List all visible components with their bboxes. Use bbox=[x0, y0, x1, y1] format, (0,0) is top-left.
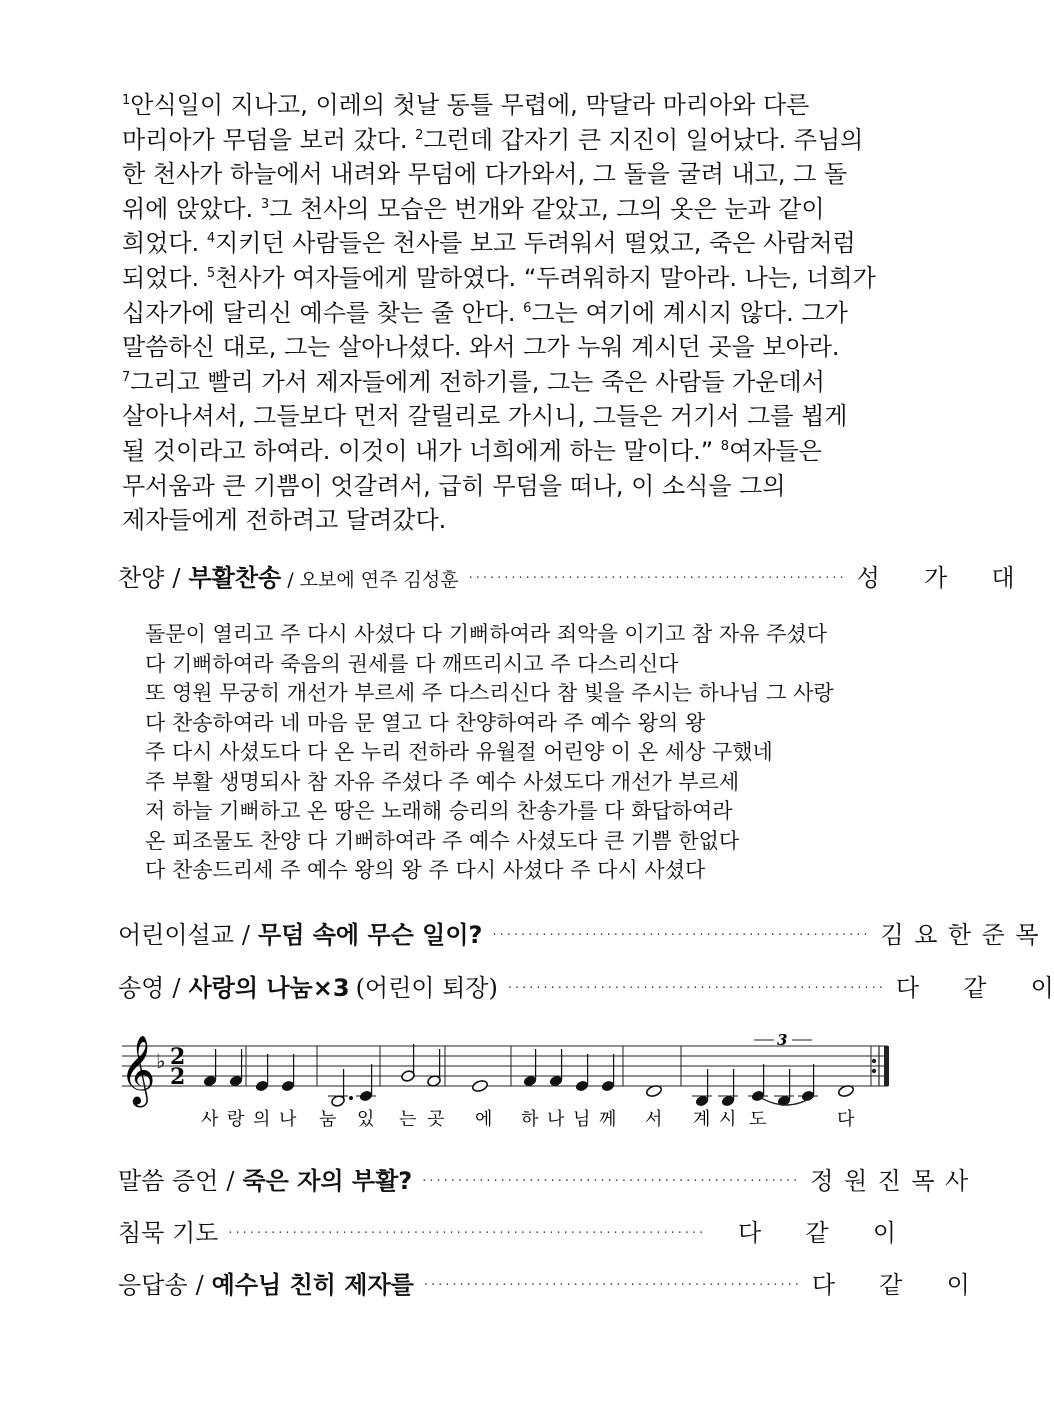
score-syllable: 곳 bbox=[427, 1109, 445, 1130]
lyric-line: 주 부활 생명되사 참 자유 주셨다 주 예수 사셨도다 개선가 부르세 bbox=[145, 769, 740, 794]
scripture-line bbox=[122, 330, 882, 365]
lyric-line: 온 피조물도 찬양 다 기뻐하여라 주 예수 사셨도다 큰 기쁨 한없다 bbox=[145, 828, 740, 853]
item-title: 사랑의 나눔×3 bbox=[188, 973, 350, 1002]
program-label bbox=[118, 558, 459, 593]
note bbox=[229, 1049, 244, 1087]
note bbox=[328, 1069, 353, 1107]
program-item-response bbox=[118, 1262, 970, 1302]
program-item-doxology bbox=[118, 965, 1054, 1005]
note bbox=[549, 1049, 564, 1087]
item-type: 말씀 증언 bbox=[118, 1166, 219, 1195]
hymn-lyrics bbox=[145, 620, 885, 886]
performer-char: 이 bbox=[1030, 973, 1054, 1002]
note bbox=[427, 1049, 442, 1087]
scripture-line bbox=[122, 365, 882, 400]
score-syllable: 님 bbox=[573, 1109, 591, 1130]
note bbox=[255, 1054, 270, 1092]
score-syllable: 다 bbox=[837, 1109, 855, 1130]
verse-text: 무서움과 큰 기쁨이 엇갈려서, 급히 무덤을 떠나, 이 소식을 그의 bbox=[122, 471, 786, 500]
score-syllable: 는 bbox=[399, 1109, 417, 1130]
scripture-passage bbox=[122, 88, 882, 538]
performer-char: 가 bbox=[924, 563, 948, 592]
leader-dots: ····················································· bbox=[492, 927, 871, 943]
item-type: 송영 bbox=[118, 973, 165, 1002]
score-syllable: 눔 bbox=[319, 1109, 337, 1130]
performer-char: 성 bbox=[856, 563, 880, 592]
note bbox=[281, 1054, 296, 1092]
item-subtitle: / 오보에 연주 김성훈 bbox=[287, 568, 459, 591]
lyric-line: 저 하늘 기뻐하고 온 땅은 노래해 승리의 찬송가를 다 화답하여라 bbox=[145, 799, 733, 823]
performer-char: 같 bbox=[805, 1218, 829, 1247]
scripture-line bbox=[122, 226, 882, 261]
item-note: (어린이 퇴장) bbox=[355, 973, 498, 1002]
lyric-line: 다 찬송하여라 네 마음 문 열고 다 찬양하여라 주 예수 왕의 왕 bbox=[145, 710, 706, 735]
performer-char: 같 bbox=[963, 973, 987, 1002]
program-label bbox=[118, 1265, 414, 1300]
verse-text: 지키던 사람들은 천사를 보고 두려워서 떨었고, 죽은 사람처럼 bbox=[215, 229, 856, 258]
performer-char: 한 bbox=[947, 920, 972, 949]
performer bbox=[857, 558, 1015, 593]
verse-text: 제자들에게 전하려고 달려갔다. bbox=[122, 506, 447, 535]
score-syllable: 서 bbox=[645, 1109, 663, 1130]
note bbox=[601, 1054, 616, 1092]
program-item-witness bbox=[118, 1158, 969, 1198]
program-label bbox=[118, 1213, 218, 1248]
verse-text: 그리고 빨리 가서 제자들에게 전하기를, 그는 죽은 사람들 가운데서 bbox=[130, 367, 825, 396]
scripture-line bbox=[122, 157, 882, 192]
time-signature-bottom: 2 bbox=[170, 1064, 186, 1090]
score-syllable: 나 bbox=[547, 1109, 565, 1130]
note bbox=[203, 1049, 218, 1087]
performer-char: 목 bbox=[1015, 920, 1039, 949]
scripture-line bbox=[122, 123, 882, 158]
program-label bbox=[118, 968, 498, 1003]
performer-char: 대 bbox=[991, 563, 1015, 592]
triplet-number: 3 bbox=[777, 1031, 788, 1049]
note bbox=[798, 1064, 818, 1102]
separator: / bbox=[241, 920, 251, 949]
scripture-line bbox=[122, 296, 882, 331]
program-item-prayer bbox=[118, 1210, 896, 1250]
performer-char: 정 bbox=[810, 1166, 834, 1195]
verse-number: 2 bbox=[415, 127, 424, 143]
score-syllable: 도 bbox=[749, 1109, 767, 1130]
leader-dots: ····················································· bbox=[468, 570, 847, 586]
lyric-line: 주 다시 사셨도다 다 온 누리 전하라 유월절 어린양 이 온 세상 구했네 bbox=[145, 740, 773, 764]
verse-number: 5 bbox=[206, 265, 216, 281]
performer-char: 요 bbox=[914, 920, 938, 949]
item-title: 무덤 속에 무슨 일이? bbox=[258, 920, 483, 949]
separator: / bbox=[172, 973, 181, 1002]
verse-text: 여자들은 bbox=[729, 436, 822, 465]
score-syllable: 에 bbox=[475, 1109, 493, 1130]
verse-text: 마리아가 무덤을 보러 갔다. bbox=[122, 125, 416, 154]
scripture-line bbox=[122, 192, 882, 227]
performer bbox=[738, 1213, 896, 1248]
item-type: 응답송 bbox=[118, 1270, 188, 1299]
score-syllable: 계 bbox=[693, 1109, 711, 1130]
separator: / bbox=[226, 1166, 235, 1195]
verse-text: 살아나셔서, 그들보다 먼저 갈릴리로 가시니, 그들은 거기서 그를 뵙게 bbox=[122, 402, 848, 431]
note bbox=[718, 1069, 738, 1107]
performer bbox=[810, 1161, 968, 1196]
item-title: 죽은 자의 부활? bbox=[242, 1166, 413, 1195]
verse-number: 8 bbox=[720, 438, 730, 454]
lyric-line: 또 영원 무궁히 개선가 부르세 주 다스리신다 참 빛을 주시는 하나님 그 사랑 bbox=[145, 681, 834, 705]
verse-text: 말씀하신 대로, 그는 살아나셨다. 와서 그가 누워 계시던 곳을 보아라. bbox=[122, 333, 840, 362]
item-title: 예수님 친히 제자를 bbox=[211, 1270, 414, 1299]
lyric-line: 다 찬송드리세 주 예수 왕의 왕 주 다시 사셨다 주 다시 사셨다 bbox=[145, 858, 706, 882]
performer-char: 진 bbox=[877, 1166, 901, 1195]
item-type: 찬양 bbox=[118, 563, 165, 592]
verse-text: 십자가에 달리신 예수를 찾는 줄 안다. bbox=[122, 298, 524, 327]
score-lyrics bbox=[201, 1108, 855, 1130]
verse-number: 1 bbox=[122, 93, 131, 108]
performer-char: 다 bbox=[811, 1270, 836, 1299]
program-label bbox=[118, 1161, 412, 1196]
verse-number: 3 bbox=[260, 196, 270, 212]
note bbox=[692, 1069, 712, 1107]
scripture-line bbox=[122, 88, 882, 123]
verse-number: 7 bbox=[122, 369, 131, 385]
performer bbox=[812, 1265, 970, 1300]
note bbox=[471, 1079, 488, 1093]
scripture-line bbox=[122, 261, 882, 296]
verse-number: 6 bbox=[523, 300, 532, 316]
note bbox=[523, 1049, 538, 1087]
performer bbox=[881, 915, 1039, 950]
score-syllable: 의 bbox=[253, 1109, 271, 1130]
leader-dots: ····················································· bbox=[423, 1277, 802, 1293]
item-type: 어린이설교 bbox=[118, 920, 234, 949]
score-syllable: 랑 bbox=[227, 1109, 245, 1130]
program-item-hymn bbox=[118, 555, 1015, 595]
time-signature-top: 2 bbox=[170, 1044, 186, 1070]
scripture-line bbox=[122, 399, 882, 434]
score-syllable: 나 bbox=[279, 1109, 297, 1130]
item-title: 부활찬송 bbox=[188, 563, 282, 592]
verse-text: 될 것이라고 하여라. 이것이 내가 너희에게 하는 말이다.” bbox=[122, 436, 721, 465]
performer-char: 이 bbox=[872, 1218, 896, 1247]
scripture-line bbox=[122, 434, 882, 469]
treble-clef-icon: 𝄞 bbox=[120, 1035, 156, 1105]
lyric-line: 돌문이 열리고 주 다시 사셨다 다 기뻐하여라 죄악을 이기고 참 자유 주셨다 bbox=[145, 622, 828, 646]
verse-text: 안식일이 지나고, 이레의 첫날 동틀 무렵에, 막달라 마리아와 다른 bbox=[130, 91, 810, 119]
leader-dots: ····················································· bbox=[422, 1173, 801, 1189]
performer-char: 목 bbox=[911, 1166, 935, 1195]
verse-text: 그런데 갑자기 큰 지진이 일어났다. 주님의 bbox=[423, 125, 864, 154]
performer-char: 다 bbox=[738, 1218, 762, 1247]
score-syllable: 하 bbox=[521, 1109, 539, 1130]
program-item-sermon bbox=[118, 912, 1039, 952]
performer-char: 김 bbox=[880, 920, 904, 949]
item-type: 침묵 기도 bbox=[118, 1218, 219, 1247]
verse-text: 위에 앉았다. bbox=[122, 194, 261, 223]
performer-char: 준 bbox=[981, 920, 1005, 949]
verse-number: 4 bbox=[206, 231, 216, 247]
score-syllable: 있 bbox=[357, 1109, 375, 1130]
performer-char: 같 bbox=[879, 1270, 903, 1299]
program-label bbox=[118, 915, 482, 950]
note bbox=[774, 1069, 794, 1107]
note bbox=[356, 1064, 376, 1102]
flat-icon: ♭ bbox=[156, 1049, 166, 1073]
separator: / bbox=[172, 563, 181, 592]
performer-char: 다 bbox=[895, 973, 920, 1002]
verse-text: 천사가 여자들에게 말하였다. “두려워하지 말아라. 나는, 너희가 bbox=[215, 263, 876, 292]
music-score bbox=[118, 1028, 894, 1138]
verse-text: 되었다. bbox=[122, 263, 207, 292]
performer-char: 원 bbox=[843, 1166, 868, 1195]
scripture-line bbox=[122, 503, 882, 538]
performer-char: 이 bbox=[946, 1270, 970, 1299]
performer-char: 사 bbox=[945, 1166, 969, 1195]
leader-dots: ····················································· bbox=[507, 980, 886, 996]
leader-dots: ··································································· bbox=[228, 1225, 707, 1241]
lyric-line: 다 기뻐하여라 죽음의 권세를 다 깨뜨리시고 주 다스리신다 bbox=[145, 651, 679, 676]
performer bbox=[896, 968, 1054, 1003]
verse-text: 그 천사의 모습은 번개와 같았고, 그의 옷은 눈과 같이 bbox=[269, 194, 825, 223]
note bbox=[575, 1054, 590, 1092]
verse-text: 그는 여기에 계시지 않다. 그가 bbox=[531, 298, 848, 327]
scripture-line bbox=[122, 469, 882, 504]
verse-text: 한 천사가 하늘에서 내려와 무덤에 다가와서, 그 돌을 굴려 내고, 그 돌 bbox=[122, 160, 848, 189]
score-syllable: 께 bbox=[599, 1109, 617, 1130]
score-syllable: 시 bbox=[719, 1109, 737, 1130]
separator: / bbox=[195, 1270, 204, 1299]
score-syllable: 사 bbox=[201, 1109, 219, 1130]
note bbox=[401, 1044, 416, 1082]
verse-text: 희었다. bbox=[122, 229, 207, 258]
